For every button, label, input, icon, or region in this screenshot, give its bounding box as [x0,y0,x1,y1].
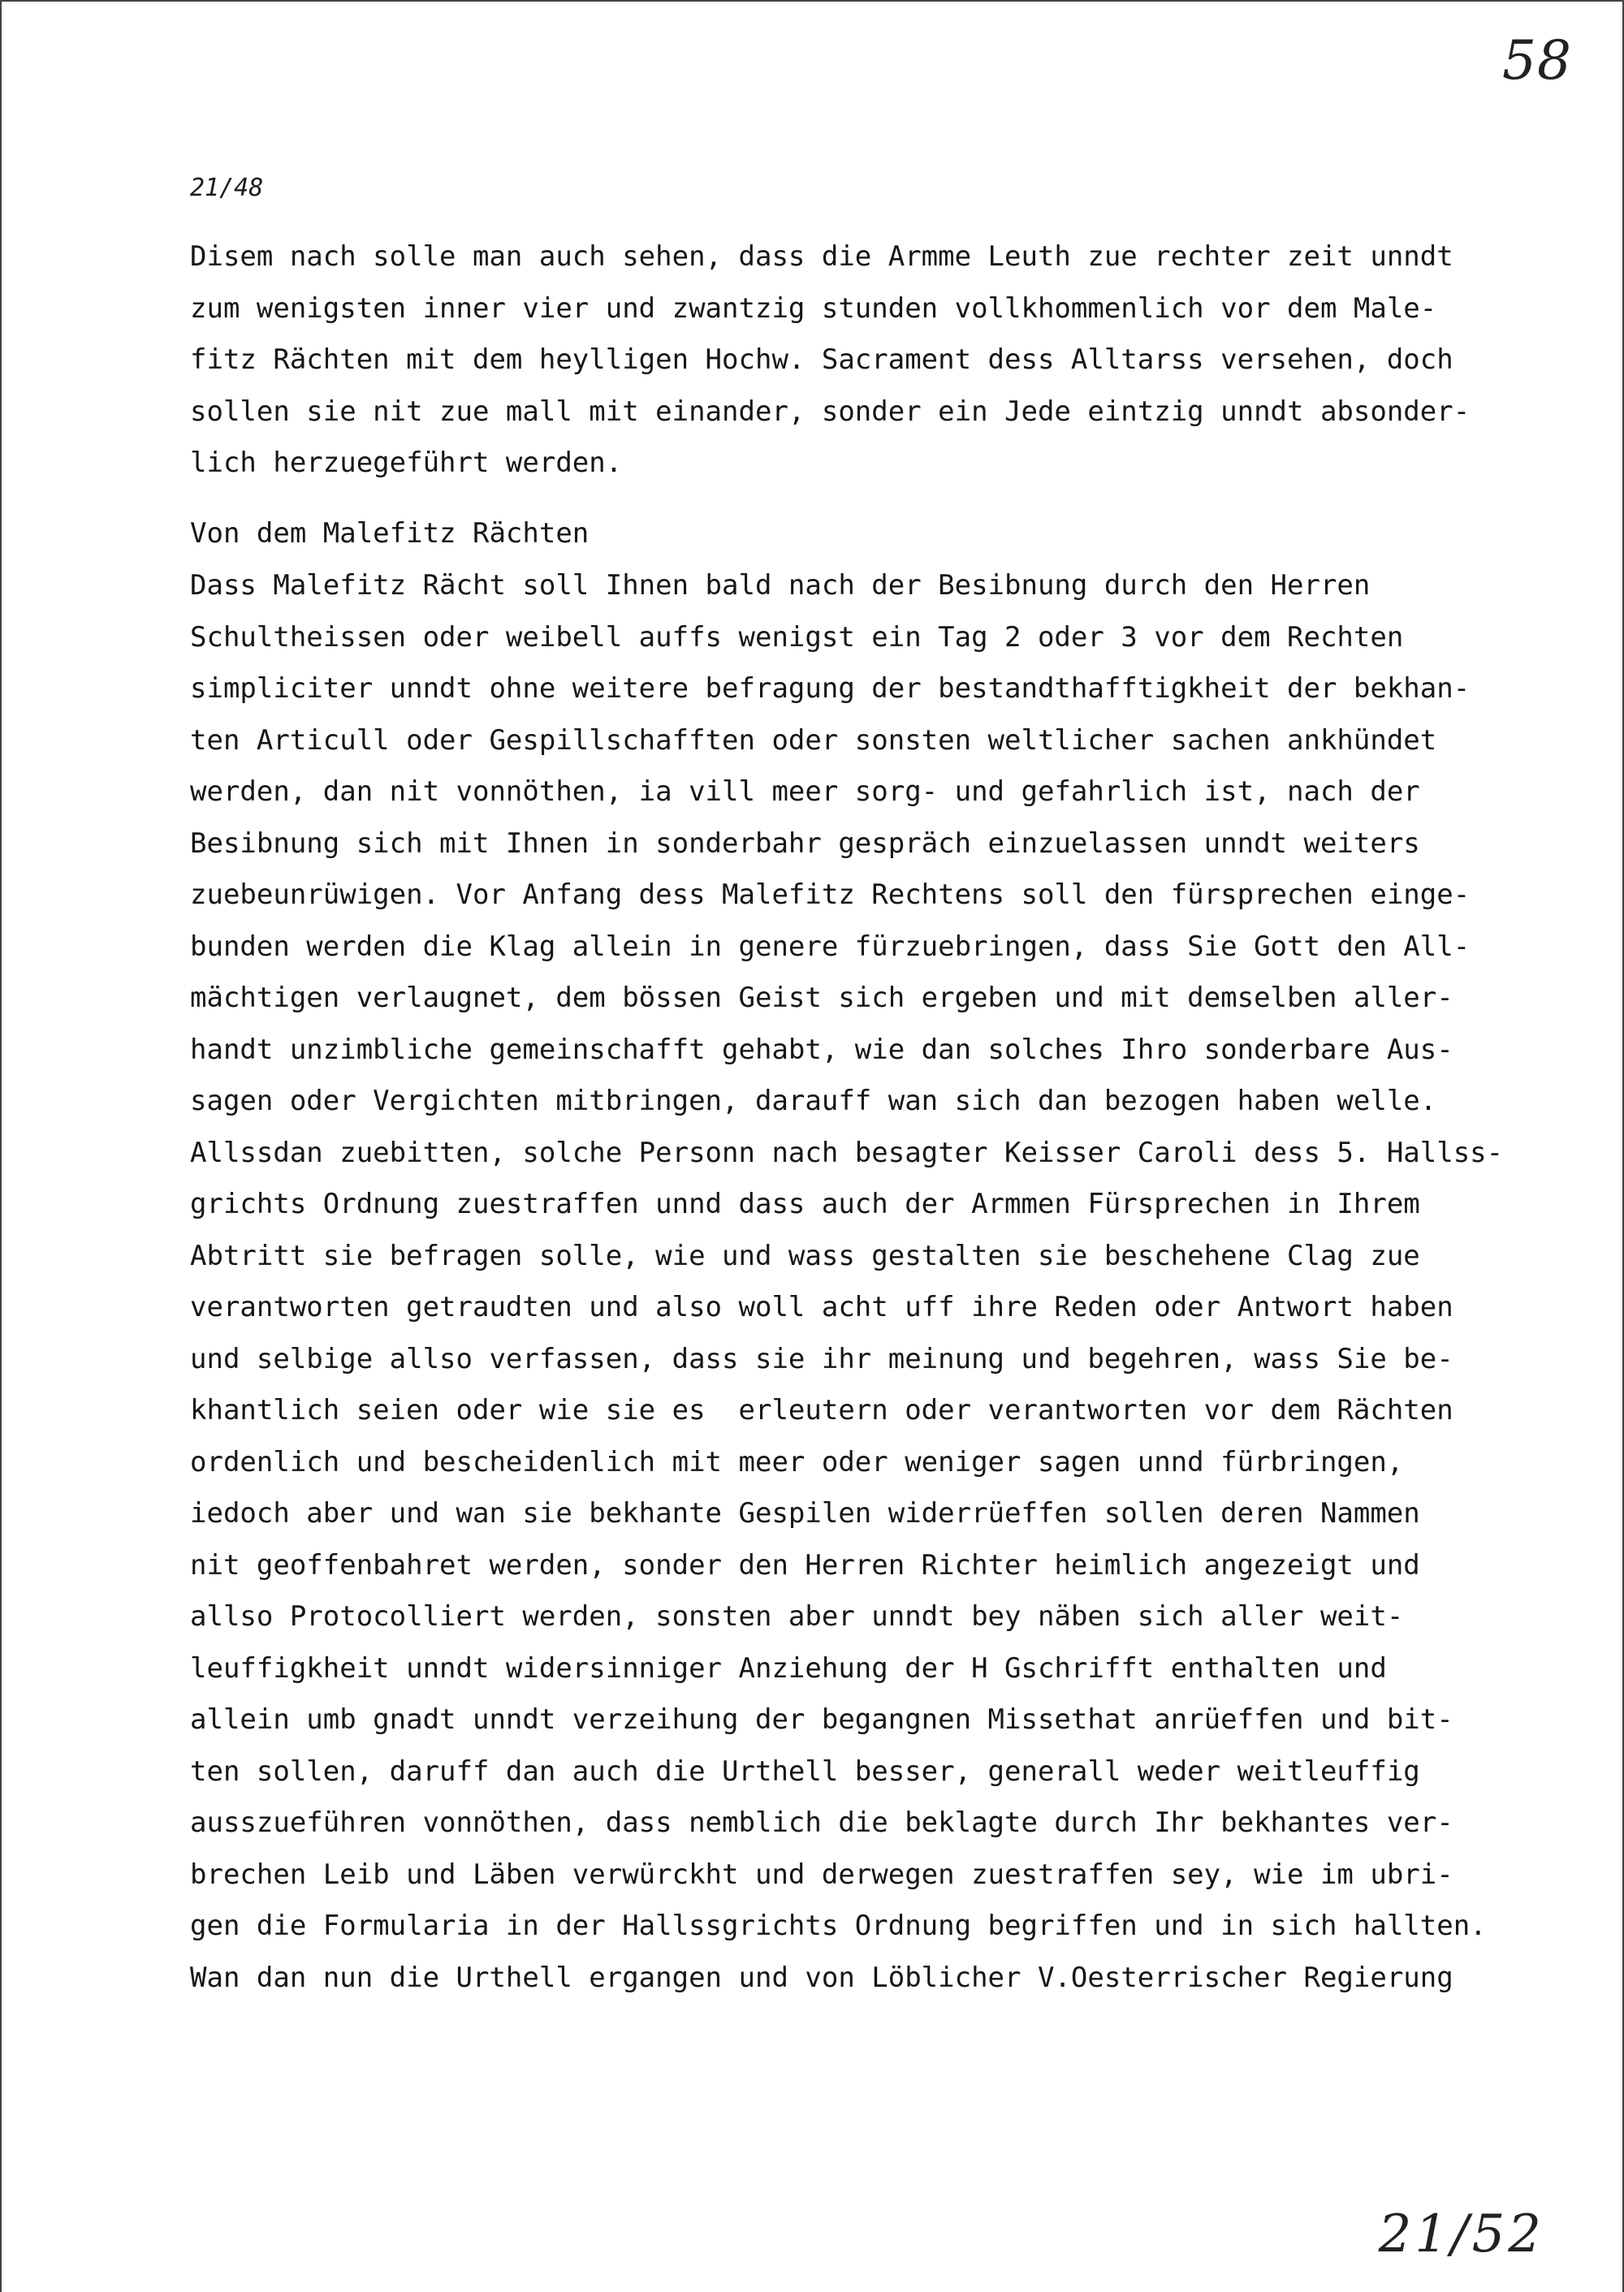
text-line: und selbige allso verfassen, dass sie ihr meinung und begehren, wass Sie be- [190,1342,1453,1375]
text-line: khantlich seien oder wie sie es erleutern oder verantworten vor dem Rächten [190,1394,1453,1427]
paragraph-1 [190,231,1471,490]
text-line: Wan dan nun die Urthell ergangen und von Löblicher V.Oesterrischer Regierung [190,1961,1453,1994]
text-line: mächtigen verlaugnet, dem bössen Geist sich ergeben und mit demselben aller- [190,982,1453,1014]
text-line: werden, dan nit vonnöthen, ia vill meer sorg- und gefahrlich ist, nach der [190,775,1420,808]
text-line: ten sollen, daruff dan auch die Urthell besser, generall weder weitleuffig [190,1755,1420,1788]
text-line: bunden werden die Klag allein in genere fürzuebringen, dass Sie Gott den All- [190,930,1471,963]
text-line: gen die Formularia in der Hallssgrichts Ordnung begriffen und in sich hallten. [190,1910,1487,1942]
text-line: zuebeunrüwigen. Vor Anfang dess Malefitz Rechtens soll den fürsprechen einge- [190,878,1471,911]
text-line: fitz Rächten mit dem heylligen Hochw. Sacrament dess Alltarss versehen, doch [190,343,1453,376]
text-line: Dass Malefitz Rächt soll Ihnen bald nach der Besibnung durch den Herren [190,569,1371,602]
text-line: grichts Ordnung zuestraffen unnd dass auch der Armmen Fürsprechen in Ihrem [190,1188,1420,1220]
paragraph-2 [190,560,1504,2004]
text-line: lich herzuegeführt werden. [190,447,623,479]
section-heading: Von dem Malefitz Rächten [190,517,590,550]
text-line: Besibnung sich mit Ihnen in sonderbahr gespräch einzuelassen unndt weiters [190,827,1420,860]
text-line: ordenlich und bescheidenlich mit meer oder weniger sagen unnd fürbringen, [190,1445,1404,1478]
page-reference: 21/48 [190,174,264,202]
text-line: Disem nach solle man auch sehen, dass die Armme Leuth zue rechter zeit unndt [190,240,1453,273]
section-heading-wrap [190,508,1457,560]
text-line: iedoch aber und wan sie bekhante Gespilen widerrüeffen sollen deren Nammen [190,1497,1420,1530]
text-line: Schultheissen oder weibell auffs wenigst ein Tag 2 oder 3 vor dem Rechten [190,620,1404,654]
handwritten-page-count: 21/52 [1378,2204,1544,2264]
text-line: ausszueführen vonnöthen, dass nemblich die beklagte durch Ihr bekhantes ver- [190,1806,1453,1839]
text-line: Allssdan zuebitten, solche Personn nach besagter Keisser Caroli dess 5. Hallss- [190,1136,1504,1169]
text-line: leuffigkheit unndt widersinniger Anziehung der H Gschrifft enthalten und [190,1651,1387,1685]
text-line: nit geoffenbahret werden, sonder den Herren Richter heimlich angezeigt und [190,1548,1420,1582]
text-line: allso Protocolliert werden, sonsten aber unndt bey näben sich aller weit- [190,1600,1404,1633]
text-line: allein umb gnadt unndt verzeihung der begangnen Missethat anrüeffen und bit- [190,1703,1453,1736]
text-line: ten Articull oder Gespillschafften oder sonsten weltlicher sachen ankhündet [190,723,1437,757]
text-line: handt unzimbliche gemeinschafft gehabt, wie dan solches Ihro sonderbare Aus- [190,1033,1453,1066]
text-line: sagen oder Vergichten mitbringen, darauff wan sich dan bezogen haben welle. [190,1085,1437,1117]
text-line: Abtritt sie befragen solle, wie und wass gestalten sie beschehene Clag zue [190,1239,1420,1272]
text-line: simpliciter unndt ohne weitere befragung der bestandthafftigkheit der bekhan- [190,672,1471,705]
text-line: brechen Leib und Läben verwürckht und derwegen zuestraffen sey, wie im ubri- [190,1858,1453,1891]
handwritten-folio-number: 58 [1502,29,1572,92]
text-line: zum wenigsten inner vier und zwantzig stunden vollkhommenlich vor dem Male- [190,291,1437,325]
text-line: sollen sie nit zue mall mit einander, sonder ein Jede eintzig unndt absonder- [190,395,1471,428]
text-line: verantworten getraudten und also woll acht uff ihre Reden oder Antwort haben [190,1291,1453,1323]
